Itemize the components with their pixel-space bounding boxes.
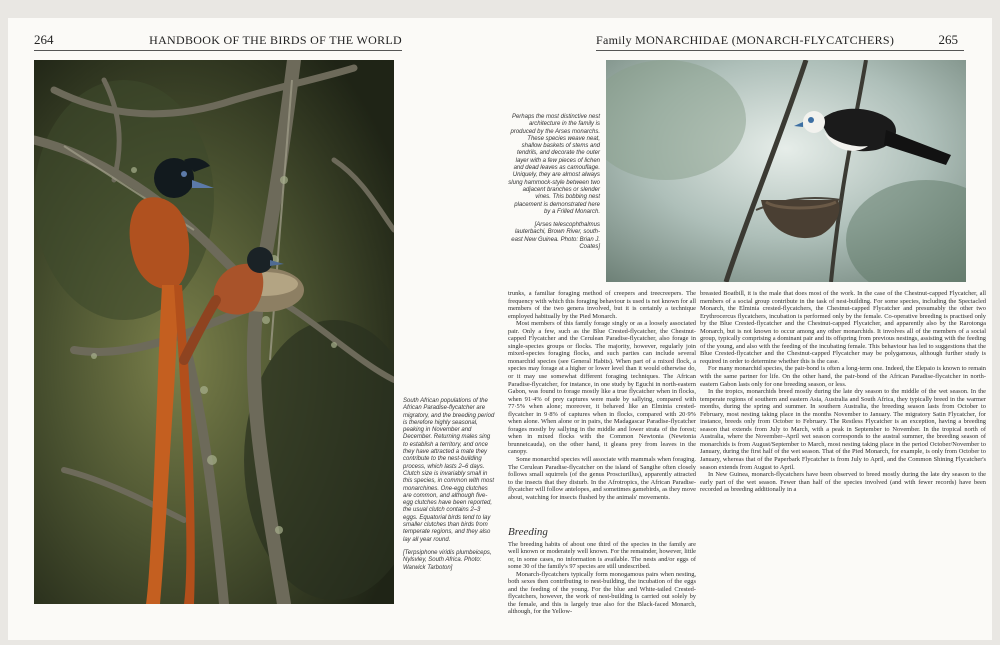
col2-para-3: In the tropics, monarchids breed mostly during the late dry season to the middle of the wet season. In the temperate regions of southern and eastern Asia, Australia and South Africa, they typically breed in the warmer months, during the spring and summer. In southern Australia, the breeding season lasts from October to February, most nesting taking place in the months November to January. The migratory Satin Flycatcher, for instance, breeds only from October to February. The Restless Flycatcher is an exception, having a breeding season that extends from July to March, with a peak in September to November. In the tropical north of Australia, where the November–April wet season corresponds to the austral summer, the breeding season of monarchids is from August/September to March, most nesting taking place in the period October/November to January, during the first half of the wet season. That of the Pied Monarch, for example, is only from October to January, whereas that of the Paperbark Flycatcher is from July to April, and the Common Shining Flycatcher's season extends from August to April.	[700, 388, 986, 471]
breeding-para-1: The breeding habits of about one third of the species in the family are well known or moderately well known. For the remainder, however, little or, in some cases, no information is available. The nests and/or eggs of some 30 of the family's 97 species are still undescribed.	[508, 540, 696, 571]
breeding-para-2: Monarch-flycatchers typically form monogamous pairs when nesting, both sexes then contributing to nest-building, the incubation of the eggs and the feeding of the young. For the blue and White-tailed Crested-flycatchers, however, the work of nest-building is carried out solely by the female, and this is largely true also for the Black-faced Monarch, although, for the Yellow-	[508, 570, 696, 616]
frilled-monarch-illustration	[606, 60, 966, 282]
right-caption-text: Perhaps the most distinctive nest architecture in the family is produced by the Arses monarchs. These species weave neat, shallow baskets of stems and tendrils, and decorate the outer layer with a few pieces of lichen and dead leaves as camouflage. Uniquely, they are almost always slung hammock-style between two adjacent branches or slender vines. This bobbing nest placement is demonstrated here by a Frilled Monarch.	[508, 114, 600, 215]
left-page-number: 264	[34, 32, 54, 47]
col2-para-2: For many monarchid species, the pair-bond is often a long-term one. Indeed, the Elepaio is known to remain with the same partner for life. On the other hand, the pair-bond of the African Paradise-flycatcher in north-eastern Gabon lasts only for one breeding season, or less.	[700, 365, 986, 388]
left-photo-caption	[403, 398, 495, 572]
breeding-section	[508, 523, 696, 616]
text-column-right	[700, 290, 986, 494]
left-page	[8, 18, 500, 640]
right-page-number: 265	[938, 32, 958, 47]
left-caption-credit: [Terpsiphone viridis plumbeiceps, Nylsvley, South Africa. Photo: Warwick Tarboton]	[403, 549, 492, 571]
left-running-head: HANDBOOK OF THE BIRDS OF THE WORLD	[149, 33, 402, 47]
right-caption-credit: [Arses telescophthalmus lauterbachi, Brown River, south-east New Guinea. Photo: Brian J. Coates]	[511, 222, 600, 251]
col1-para-1: trunks, a familiar foraging method of creepers and treecreepers. The frequency with which this foraging behaviour is used is not known for all members of the two genera involved, but it is certainly a technique employed habitually by the Pied Monarch.	[508, 290, 696, 320]
col1-para-2: Most members of this family forage singly or as a loosely associated pair. Only a few, such as the Blue Crested-flycatcher, the Chestnut-capped Flycatcher and the Cerulean Paradise-flycatcher, also forage in single-species groups or flocks. The majority, however, regularly join mixed-species foraging flocks, and such parties can include several monarchid species (see General Habits). When part of a mixed flock, a species may forage at a higher or lower level than it would otherwise do, or it may use somewhat different foraging techniques. The African Paradise-flycatcher, for instance, in one study by Eguchi in north-eastern Gabon, was found to forage mostly like a true flycatcher when in flocks, when 91·4% of prey captures were made by sallying, compared with 77·5% when alone; moreover, it behaved like an Elminia crested-flycatcher in 9·8% of captures when in flocks, compared with 20·9% when alone. When alone or in pairs, the Madagascar Paradise-flycatcher forages mostly by sallying in the middle and lower strata of the forest; when in mixed flocks with the Common Newtonia (Newtonia brunneicauda), on the other hand, it gleans prey from leaves in the canopy.	[508, 320, 696, 456]
breeding-heading: Breeding	[508, 526, 548, 538]
frilled-monarch-photo	[606, 60, 966, 282]
paradise-flycatcher-illustration	[34, 60, 394, 604]
right-header-rule	[596, 50, 964, 51]
right-page	[500, 18, 992, 640]
right-running-head: Family MONARCHIDAE (MONARCH-FLYCATCHERS)	[596, 33, 895, 47]
col2-para-4: In New Guinea, monarch-flycatchers have been observed to breed mostly during the late dry season to the early part of the wet season. Fewer than half of the species involved (and with fewer records) have been recorded as breeding additionally in a	[700, 471, 986, 494]
col1-para-3: Some monarchid species will associate with mammals when foraging. The Cerulean Paradise-flycatcher on the island of Sangihe often closely follows small squirrels (of the genus Prosciurillus), apparently attracted to the insects that they disturb. In the Afrotropics, the African Paradise-flycatcher will follow antelopes, and sometimes gamebirds, as they move about, watching for insects flushed by the animals' movements.	[508, 456, 696, 501]
left-caption-text: South African populations of the African Paradise-flycatcher are migratory, and the breeding period is therefore highly seasonal, peaking in November and December. Returning males sing to establish a territory, and once they have attracted a mate they contribute to the nest-building process, which lasts 2–6 days. Clutch size is invariably small in this species, in common with most monarchines. One-egg clutches are common, and although five-egg clutches have been reported, the usual clutch contains 2–3 eggs. Equatorial birds tend to lay smaller clutches than birds from temperate regions, and they also lay all year round.	[403, 398, 495, 543]
text-column-1	[508, 290, 696, 501]
col2-para-1: breasted Boatbill, it is the male that does most of the work. In the case of the Chestnut-capped Flycatcher, all members of a social group contribute in the task of nest-building. For some species, including the Spectacled Monarch, the Elminia crested-flycatchers, the Chestnut-capped Flycatcher and presumably the other two Erythrocercus flycatchers, incubation is performed only by the female. Co-operative breeding is practised only by the Blue Crested-flycatcher and the Chestnut-capped Flycatcher, and apparently also by the Rarotonga Monarch, but is not known to occur among any other monarchids. It involves all of the members of a social group, typically comprising a dominant pair and its offspring from previous nestings, assisting with the feeding of the young, and also with the feeding of the incubating female. This behaviour has led to suggestions that the Blue Crested-flycatcher and the Chestnut-capped Flycatcher may be polygamous, although further study is required in order to determine whether this is the case.	[700, 290, 986, 365]
paradise-flycatcher-photo	[34, 60, 394, 604]
right-photo-caption	[508, 114, 600, 251]
left-header-rule	[34, 50, 402, 51]
